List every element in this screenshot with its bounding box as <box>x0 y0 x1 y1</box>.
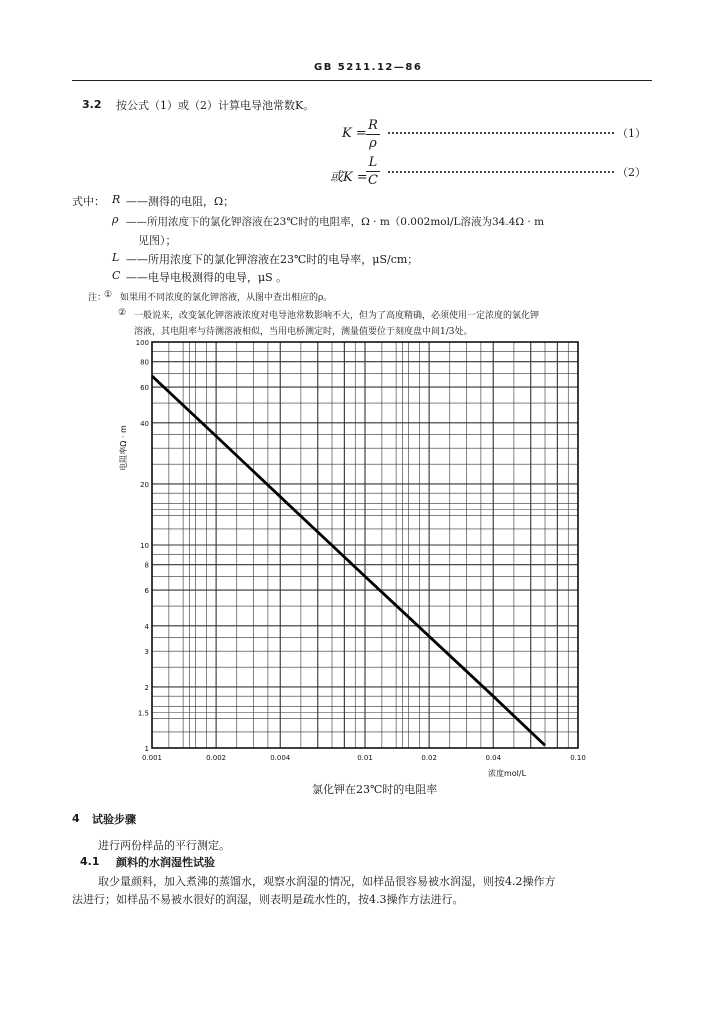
section-4-1-title: 颜料的水润湿性试验 <box>116 856 215 869</box>
chart-grid <box>152 342 578 748</box>
x-tick-label: 0.04 <box>485 754 502 762</box>
x-tick-label: 0.002 <box>206 754 227 762</box>
section-3-2-number: 3.2 <box>82 98 102 111</box>
legend-text-l: ——所用浓度下的氯化钾溶液在23℃时的电导率，μS/cm； <box>126 253 419 266</box>
section-4-text: 进行两份样品的平行测定。 <box>98 839 230 852</box>
section-4-title: 试验步骤 <box>92 813 136 826</box>
legend-text-c: ——电导电极测得的电导，μS 。 <box>126 271 288 284</box>
legend-text-rho-cont: 见图）； <box>138 234 177 247</box>
legend-symbol-rho: ρ <box>112 213 119 226</box>
y-tick-label: 10 <box>140 542 149 550</box>
y-tick-label: 60 <box>140 384 149 393</box>
y-tick-labels <box>136 339 150 753</box>
x-axis-label: 浓度mol/L <box>488 769 527 778</box>
x-tick-label: 0.10 <box>570 754 586 762</box>
section-4-1-line-1: 取少量颜料，加入煮沸的蒸馏水，观察水润湿的情况，如样品很容易被水润湿，则按4.2操作方 <box>98 875 556 888</box>
y-tick-label: 2 <box>144 683 149 692</box>
formula-2-lhs: 或K = <box>330 170 368 185</box>
page-header: GB 5211.12—86 <box>314 62 423 73</box>
formula-1-denominator: ρ <box>369 136 377 151</box>
section-4-1-number: 4.1 <box>80 855 100 868</box>
legend-symbol-c: C <box>112 269 121 282</box>
x-tick-labels <box>142 754 586 762</box>
y-tick-label: 6 <box>144 587 149 596</box>
series-line <box>152 376 545 745</box>
formula-2-denominator: C <box>368 173 378 188</box>
legend-symbol-r: R <box>112 193 121 206</box>
legend-text-rho: ——所用浓度下的氯化钾溶液在23℃时的电阻率，Ω · m（0.002mol/L溶液为34.4Ω · m <box>126 216 545 228</box>
x-tick-label: 0.004 <box>270 754 291 762</box>
formula-1-numerator: R <box>368 118 378 133</box>
note-2-mark: ② <box>118 308 127 318</box>
y-tick-label: 1 <box>144 745 149 753</box>
legend-text-r: ——测得的电阻，Ω； <box>126 195 235 208</box>
y-tick-label: 4 <box>144 622 149 631</box>
formula-1-label: （1） <box>617 127 646 140</box>
formula-2-label: （2） <box>617 166 646 179</box>
formula-1-lhs: K = <box>342 126 367 141</box>
chart-caption: 氯化钾在23℃时的电阻率 <box>312 783 438 796</box>
note-1-text: 如果用不同浓度的氯化钾溶液，从图中查出相应的ρ。 <box>120 293 333 303</box>
section-3-2-text: 按公式（1）或（2）计算电导池常数K。 <box>116 99 315 112</box>
y-tick-label: 100 <box>135 339 149 347</box>
y-tick-label: 40 <box>140 419 149 428</box>
x-tick-label: 0.001 <box>141 754 163 762</box>
x-tick-label: 0.02 <box>421 754 437 762</box>
y-tick-label: 80 <box>140 358 149 367</box>
note-2-line-2: 溶液，其电阻率与待测溶液相似，当用电桥测定时，测量值要位于刻度盘中间1/3处。 <box>134 327 473 337</box>
section-4-number: 4 <box>72 812 80 825</box>
y-axis-label: 电阻率Ω · m <box>119 425 128 471</box>
y-tick-label: 20 <box>140 480 149 489</box>
chart-series <box>152 376 545 745</box>
legend-symbol-l: L <box>112 251 120 264</box>
notes-label: 注： <box>88 293 107 303</box>
note-1-mark: ① <box>104 290 113 300</box>
y-tick-label: 8 <box>144 561 149 570</box>
x-tick-label: 0.01 <box>357 754 373 762</box>
legend-intro: 式中： <box>72 195 105 208</box>
y-tick-label: 1.5 <box>137 709 149 718</box>
y-tick-label: 3 <box>144 648 149 657</box>
section-4-1-line-2: 法进行；如样品不易被水很好的润湿，则表明是疏水性的，按4.3操作方法进行。 <box>72 893 464 906</box>
formula-2-numerator: L <box>368 155 378 170</box>
note-2-line-1: 一般说来，改变氯化钾溶液浓度对电导池常数影响不大，但为了高度精确，必须使用一定浓度的氯化钾 <box>134 311 540 321</box>
